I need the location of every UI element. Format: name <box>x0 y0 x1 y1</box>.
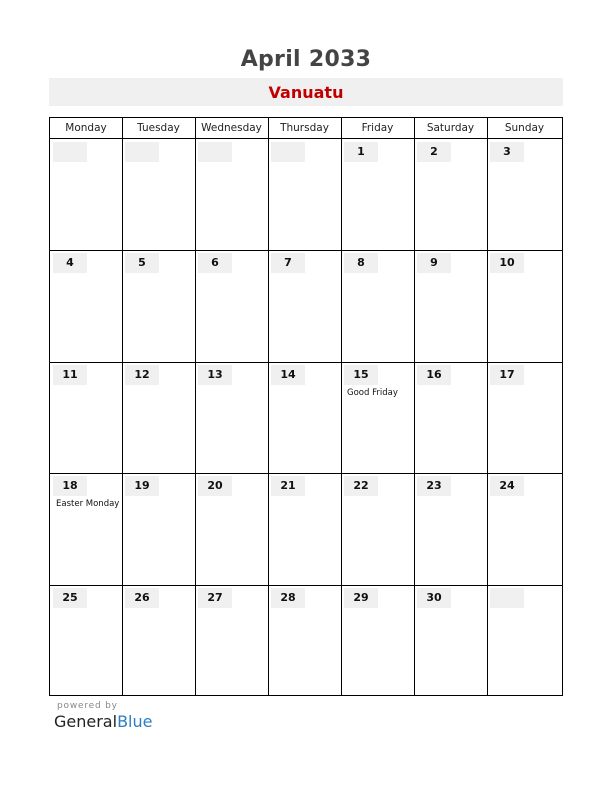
day-number-box <box>198 142 232 162</box>
generalblue-logo[interactable] <box>54 712 152 731</box>
day-number: 13 <box>207 368 223 381</box>
day-number-box <box>490 142 524 162</box>
day-number-box <box>344 142 378 162</box>
holiday-label: Good Friday <box>347 388 398 398</box>
day-cell-21[interactable] <box>269 474 341 585</box>
day-number: 4 <box>66 256 74 269</box>
day-number-box <box>490 365 524 385</box>
day-cell-30[interactable] <box>415 586 487 695</box>
day-cell-17[interactable] <box>488 363 562 473</box>
day-number: 11 <box>62 368 78 381</box>
day-number: 22 <box>353 479 369 492</box>
day-number-box <box>53 476 87 496</box>
day-number-box <box>490 588 524 608</box>
empty-day-cell <box>269 140 341 250</box>
empty-day-cell <box>51 140 122 250</box>
day-number-box <box>417 588 451 608</box>
day-number: 14 <box>280 368 296 381</box>
day-number: 29 <box>353 591 369 604</box>
day-number-box <box>344 476 378 496</box>
empty-day-cell <box>488 586 562 695</box>
day-number: 10 <box>499 256 515 269</box>
day-cell-12[interactable] <box>123 363 195 473</box>
day-cell-24[interactable] <box>488 474 562 585</box>
day-number: 24 <box>499 479 515 492</box>
day-cell-26[interactable] <box>123 586 195 695</box>
day-number: 20 <box>207 479 223 492</box>
day-number-box <box>490 253 524 273</box>
day-number-box <box>344 588 378 608</box>
day-number: 27 <box>207 591 223 604</box>
weekday-friday: Friday <box>361 122 394 134</box>
day-number-box <box>271 588 305 608</box>
day-cell-22[interactable] <box>342 474 414 585</box>
day-number-box <box>125 365 159 385</box>
day-number: 28 <box>280 591 296 604</box>
empty-day-cell <box>123 140 195 250</box>
day-cell-15[interactable] <box>342 363 414 473</box>
holiday-label: Easter Monday <box>56 499 120 509</box>
day-cell-29[interactable] <box>342 586 414 695</box>
day-cell-11[interactable] <box>51 363 122 473</box>
day-number-box <box>53 588 87 608</box>
day-cell-14[interactable] <box>269 363 341 473</box>
day-number: 12 <box>134 368 150 381</box>
day-number-box <box>417 142 451 162</box>
calendar-grid <box>49 117 563 696</box>
day-cell-9[interactable] <box>415 251 487 362</box>
weekday-wednesday: Wednesday <box>201 122 262 134</box>
day-number: 30 <box>426 591 442 604</box>
day-number: 18 <box>62 479 78 492</box>
day-number-box <box>125 253 159 273</box>
weekday-monday: Monday <box>65 122 107 134</box>
day-number-box <box>125 476 159 496</box>
day-cell-20[interactable] <box>196 474 268 585</box>
day-cell-6[interactable] <box>196 251 268 362</box>
day-number: 7 <box>284 256 292 269</box>
day-number-box <box>271 253 305 273</box>
weekday-header <box>50 118 562 139</box>
day-number: 1 <box>357 145 365 158</box>
day-cell-23[interactable] <box>415 474 487 585</box>
weekday-sunday: Sunday <box>504 122 545 134</box>
day-cell-10[interactable] <box>488 251 562 362</box>
day-number: 3 <box>503 145 511 158</box>
day-cell-18[interactable] <box>51 474 122 585</box>
day-number: 9 <box>430 256 438 269</box>
day-cell-16[interactable] <box>415 363 487 473</box>
day-number-box <box>53 253 87 273</box>
day-number-box <box>417 253 451 273</box>
day-cell-19[interactable] <box>123 474 195 585</box>
powered-by-label: powered by <box>57 701 118 711</box>
day-cell-27[interactable] <box>196 586 268 695</box>
day-number-box <box>198 253 232 273</box>
weekday-thursday: Thursday <box>280 122 329 134</box>
brand-blue: Blue <box>117 712 153 731</box>
country-name: Vanuatu <box>268 83 344 102</box>
day-number: 16 <box>426 368 442 381</box>
day-number-box <box>198 588 232 608</box>
day-number-box <box>271 365 305 385</box>
day-number-box <box>198 476 232 496</box>
day-cell-2[interactable] <box>415 140 487 250</box>
day-number: 26 <box>134 591 150 604</box>
day-number: 5 <box>138 256 146 269</box>
day-number-box <box>344 253 378 273</box>
day-number-box <box>271 142 305 162</box>
day-cell-25[interactable] <box>51 586 122 695</box>
day-number-box <box>417 476 451 496</box>
empty-day-cell <box>196 140 268 250</box>
day-cell-7[interactable] <box>269 251 341 362</box>
day-number-box <box>53 142 87 162</box>
day-number-box <box>53 365 87 385</box>
country-banner <box>49 78 563 106</box>
day-number-box <box>125 142 159 162</box>
day-number: 19 <box>134 479 150 492</box>
day-number: 21 <box>280 479 296 492</box>
day-number: 25 <box>62 591 78 604</box>
day-number: 8 <box>357 256 365 269</box>
day-number-box <box>271 476 305 496</box>
day-number: 23 <box>426 479 442 492</box>
day-cell-3[interactable] <box>488 140 562 250</box>
day-cell-8[interactable] <box>342 251 414 362</box>
day-cell-13[interactable] <box>196 363 268 473</box>
day-number-box <box>344 365 378 385</box>
day-number: 2 <box>430 145 438 158</box>
day-number: 6 <box>211 256 219 269</box>
day-number-box <box>198 365 232 385</box>
day-number-box <box>417 365 451 385</box>
day-cell-4[interactable] <box>51 251 122 362</box>
brand-general: General <box>54 712 118 731</box>
day-number-box <box>125 588 159 608</box>
weekday-tuesday: Tuesday <box>137 122 180 134</box>
day-cell-1[interactable] <box>342 140 414 250</box>
day-number-box <box>490 476 524 496</box>
day-number: 17 <box>499 368 515 381</box>
calendar-title: April 2033 <box>240 47 372 72</box>
day-number: 15 <box>353 368 369 381</box>
day-cell-5[interactable] <box>123 251 195 362</box>
weekday-saturday: Saturday <box>426 122 475 134</box>
day-cell-28[interactable] <box>269 586 341 695</box>
